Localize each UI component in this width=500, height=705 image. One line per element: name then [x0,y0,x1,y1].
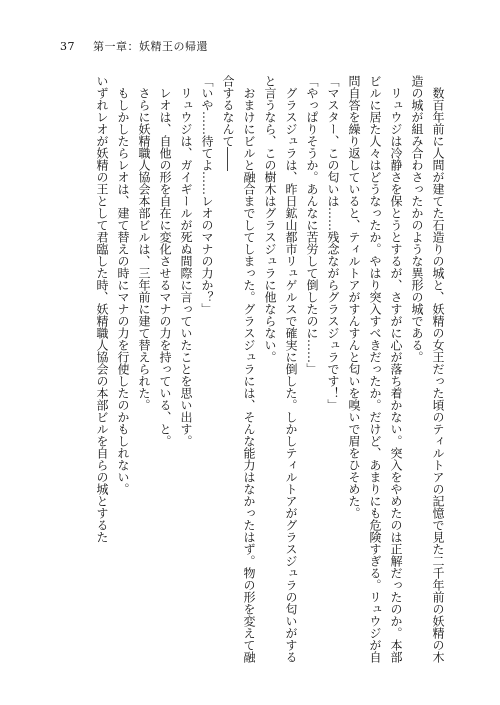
paragraph: おまけにビルと融合までしてしまった。グラスジュラには、そんな能力はなかったはず。物の形を変えて融合するなんて―― [221,75,256,663]
running-header [60,38,208,54]
page-number: 37 [60,39,75,53]
paragraph: リュウジは冷静さを保とうとするが、さすがに心が落ち着かない。突入をやめたのは正解だったのか。本部ビルに居た人々はどうなったか。やはり突入すべきだったか。だけど、あまりにも危険すぎる。リュウジが自問自答を繰り返していると、ティルトアがすんすんと匂いを嗅いで眉をひそめた。 [347,75,403,663]
paragraph: レオは、自他の形を自在に変化させるマナの力を持っている、と。 [158,87,172,447]
paragraph: さらに妖精職人協会本部ビルは、三年前に建て替えられた。 [137,87,151,411]
paragraph: もしかしたらレオは、建て替えの時にマナの力を行使したのかもしれない。 [116,87,130,495]
chapter-title: 第一章：妖精王の帰還 [93,40,208,53]
paragraph: 数百年前に人間が建てた石造りの城と、妖精の女王だった頃のティルトアの記憶で見た二千年前の妖精の木造の城が組み合わさったかのような異形の城である。 [410,75,445,663]
vertical-body-text [48,75,448,670]
paragraph: リュウジは、ガイギールが死ぬ間際に言っていたことを思い出す。 [179,87,193,447]
paragraph: いずれレオが妖精の王として君臨した時、妖精職人協会の本部ビルを自らの城とするた [95,75,109,543]
dialogue-line: 「やっぱりそうか。あんなに苦労して倒したのに……」 [305,75,319,375]
dialogue-line: 「いや……待てよ……レオのマナの力か？」 [200,75,214,315]
dialogue-line: 「マスター、この匂いは……残念ながらグラスジュラです！」 [326,75,340,411]
paragraph: グラスジュラは、昨日鉱山都市リュゲルスで確実に倒した。しかしティルトアがグラスジュラの匂いがすると言うなら、この樹木はグラスジュラに他ならない。 [263,75,298,663]
